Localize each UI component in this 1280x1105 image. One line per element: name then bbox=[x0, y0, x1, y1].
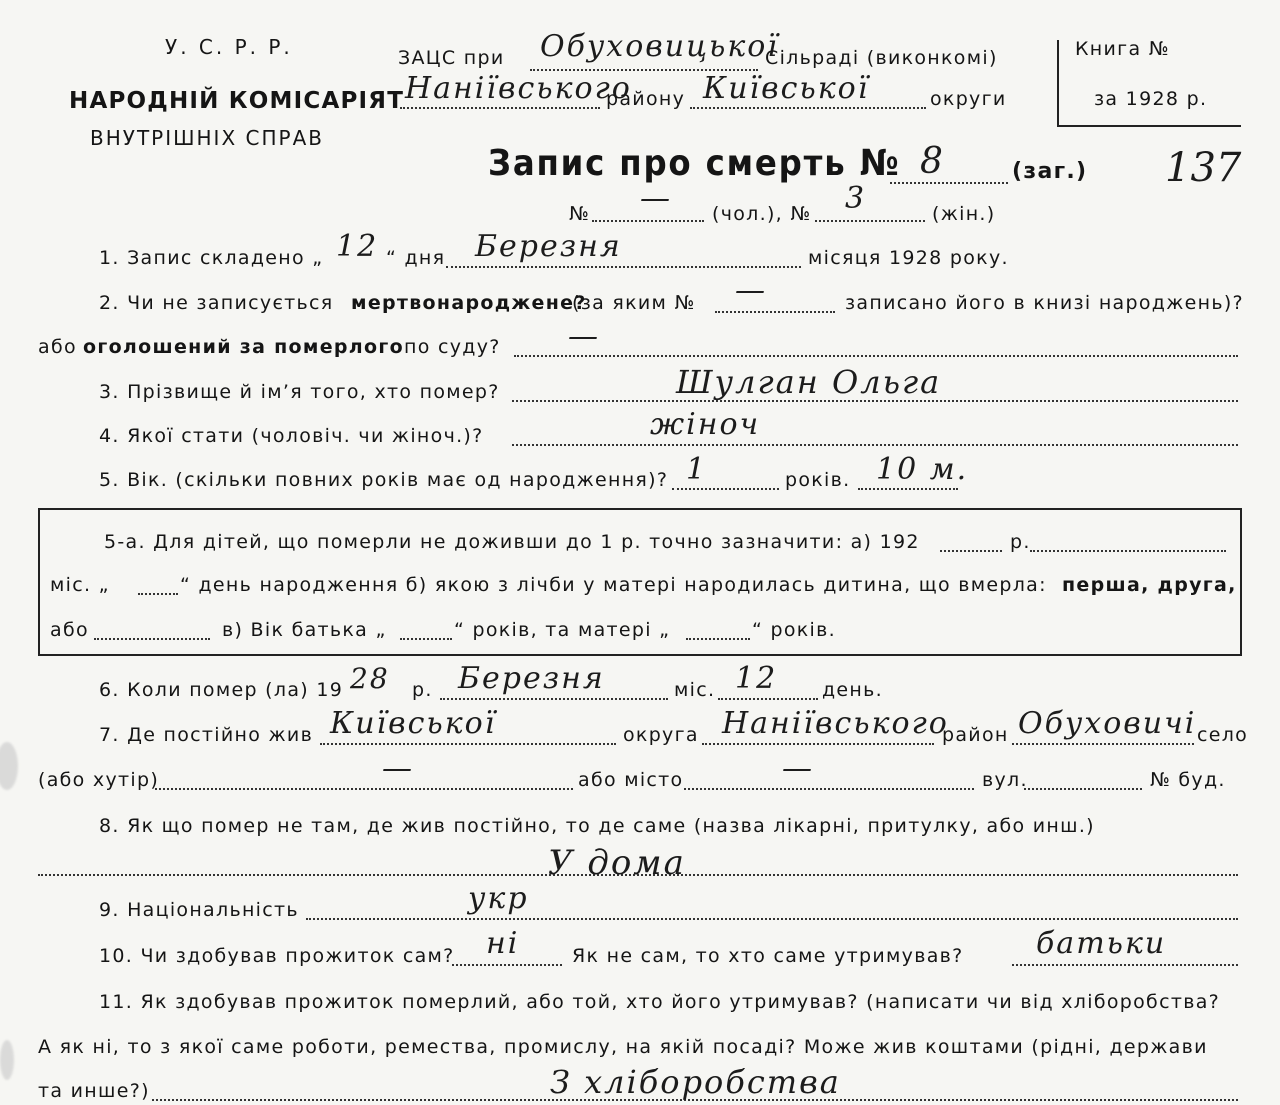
q8-value: У дома bbox=[548, 843, 686, 883]
fill-line bbox=[1030, 550, 1226, 552]
record-number: 8 bbox=[920, 141, 945, 182]
q7-khutir-value: — bbox=[382, 751, 414, 786]
q11-value: З хліборобства bbox=[550, 1063, 841, 1101]
fill-line bbox=[686, 638, 750, 640]
q3-label: 3. Прізвище й ім’я того, хто помер? bbox=[99, 381, 500, 403]
q2-label-b: (за яким № bbox=[572, 292, 696, 314]
q10-value: ні bbox=[486, 926, 520, 961]
district-label: району bbox=[606, 88, 686, 110]
q11-line1: 11. Як здобував прожиток померлий, або той, хто його утримував? (написати чи від хліборобства? bbox=[99, 991, 1221, 1013]
q7-okruha-label: округа bbox=[623, 724, 699, 746]
q5a-line3-d: “ років. bbox=[752, 619, 836, 641]
fill-line bbox=[858, 488, 958, 490]
q7-line2-b: або місто bbox=[578, 769, 684, 791]
fill-line bbox=[715, 311, 835, 313]
fill-line bbox=[452, 964, 562, 966]
fill-line bbox=[446, 266, 801, 268]
male-number-label: № bbox=[569, 203, 591, 225]
q5a-line3-b: в) Вік батька „ bbox=[222, 619, 387, 641]
q7-line2-a: (або хутір) bbox=[38, 769, 160, 791]
q2-label-bold: мертвонароджене? bbox=[351, 292, 587, 314]
fill-line bbox=[815, 220, 925, 222]
fill-line bbox=[320, 743, 616, 745]
margin-note: 137 bbox=[1165, 145, 1242, 191]
q7-district-value: Наніївського bbox=[722, 706, 949, 741]
q5-years: 1 bbox=[686, 452, 708, 487]
q11-line3: та инше?) bbox=[38, 1080, 150, 1102]
q2-line2-b: по суду? bbox=[404, 336, 501, 358]
q1-month: Березня bbox=[475, 229, 622, 264]
q2-line2-value: — bbox=[568, 319, 600, 354]
book-box-border bbox=[1057, 40, 1059, 127]
scan-smudge bbox=[0, 742, 18, 790]
female-number-value: 3 bbox=[845, 181, 867, 216]
q6-day: 12 bbox=[735, 661, 778, 696]
fill-line bbox=[512, 444, 1238, 446]
okruha-value: Київської bbox=[703, 71, 870, 106]
fill-line bbox=[155, 788, 573, 790]
commissariat-heading: НАРОДНІЙ КОМІСАРІЯТ bbox=[69, 88, 405, 114]
q1-day: 12 bbox=[336, 229, 379, 264]
fill-line bbox=[1012, 964, 1238, 966]
q4-label: 4. Якої стати (чоловіч. чи жіноч.)? bbox=[99, 425, 484, 447]
q9-label: 9. Національність bbox=[99, 899, 299, 921]
republic-heading: У. С. Р. Р. bbox=[165, 35, 293, 59]
q3-value: Шулган Ольга bbox=[676, 363, 942, 401]
zags-label: ЗАЦС при bbox=[398, 47, 505, 69]
fill-line bbox=[514, 355, 1238, 357]
okruha-label: округи bbox=[930, 88, 1007, 110]
q5a-line3-c: “ років, та матері „ bbox=[454, 619, 671, 641]
fill-line bbox=[940, 550, 1002, 552]
q2-line2-bold: оголошений за померлого bbox=[83, 336, 404, 358]
q7-line2-d: № буд. bbox=[1150, 769, 1226, 791]
fill-line bbox=[1012, 743, 1194, 745]
fill-line bbox=[400, 107, 600, 109]
district-value: Наніївського bbox=[405, 71, 632, 106]
q4-value: жіноч bbox=[650, 407, 761, 442]
fill-line bbox=[890, 182, 1008, 184]
form-title: Запис про смерть № bbox=[488, 143, 901, 184]
q11-line2: А як ні, то з якої саме роботи, ремества, промислу, на якій посаді? Може жив коштами (рідні, держави bbox=[38, 1036, 1208, 1058]
q7-city-value: — bbox=[782, 751, 814, 786]
fill-line bbox=[702, 743, 934, 745]
q6-day-label: день. bbox=[822, 679, 883, 701]
commissariat-subheading: ВНУТРІШНІХ СПРАВ bbox=[90, 126, 324, 150]
book-label: Книга № bbox=[1075, 38, 1170, 60]
q2-value: — bbox=[735, 273, 767, 308]
q1-label: 1. Запис складено „ bbox=[99, 247, 324, 269]
q5a-line2-bold: перша, друга, bbox=[1062, 574, 1237, 596]
q6-year-suffix: р. bbox=[412, 679, 433, 701]
q5-years-label: років. bbox=[785, 469, 851, 491]
scan-smudge bbox=[0, 1040, 14, 1080]
fill-line bbox=[718, 698, 818, 700]
q2-label-a: 2. Чи не записується bbox=[99, 292, 334, 314]
fill-line bbox=[440, 698, 668, 700]
q1-year: місяця 1928 року. bbox=[808, 247, 1009, 269]
council-label: Сільраді (виконкомі) bbox=[765, 47, 998, 69]
fill-line bbox=[1024, 788, 1142, 790]
q7-line2-c: вул. bbox=[982, 769, 1028, 791]
fill-line bbox=[306, 918, 1238, 920]
q7-village-label: село bbox=[1197, 724, 1249, 746]
q2-label-c: записано його в книзі народжень)? bbox=[845, 292, 1244, 314]
female-number-suffix: (жін.) bbox=[932, 203, 996, 225]
q6-year: 28 bbox=[350, 662, 390, 695]
q10-value-2: батьки bbox=[1036, 926, 1167, 961]
q7-district-label: район bbox=[942, 724, 1009, 746]
q10-label-2: Як не сам, то хто саме утримував? bbox=[572, 945, 964, 967]
title-suffix: (заг.) bbox=[1012, 159, 1088, 184]
q10-label: 10. Чи здобував прожиток сам? bbox=[99, 945, 455, 967]
book-year: за 1928 р. bbox=[1094, 88, 1208, 110]
q6-label: 6. Коли помер (ла) 19 bbox=[99, 679, 344, 701]
q7-okruha-value: Київської bbox=[330, 706, 497, 741]
fill-line bbox=[400, 638, 452, 640]
q5-label: 5. Вік. (скільки повних років має од народження)? bbox=[99, 469, 669, 491]
q8-label: 8. Як що помер не там, де жив постійно, то де саме (назва лікарні, притулку, або инш.) bbox=[99, 815, 1095, 837]
male-number-suffix: (чол.), № bbox=[712, 203, 812, 225]
q5a-line1-end: р. bbox=[1010, 531, 1031, 553]
fill-line bbox=[592, 220, 704, 222]
q5a-line1: 5-а. Для дітей, що померли не доживши до 1 р. точно зазначити: а) 192 bbox=[104, 531, 920, 553]
fill-line bbox=[94, 638, 210, 640]
q6-month: Березня bbox=[458, 661, 605, 696]
book-box-border bbox=[1057, 125, 1241, 127]
fill-line bbox=[690, 107, 926, 109]
fill-line bbox=[138, 593, 178, 595]
fill-line bbox=[684, 788, 974, 790]
male-number-value: — bbox=[640, 181, 672, 216]
q5-months: 10 м. bbox=[876, 452, 969, 487]
q5a-line3-a: або bbox=[50, 619, 89, 641]
zags-value: Обуховицької bbox=[540, 29, 779, 64]
q2-line2-a: або bbox=[38, 336, 77, 358]
q7-village-value: Обуховичі bbox=[1018, 706, 1197, 741]
q1-day-suffix: “ дня bbox=[386, 247, 446, 269]
q5a-line2-b: “ день народження б) якою з лічби у матері народилась дитина, що вмерла: bbox=[180, 574, 1047, 596]
q7-label: 7. Де постійно жив bbox=[99, 724, 314, 746]
q6-month-label: міс. bbox=[674, 679, 716, 701]
q9-value: укр bbox=[468, 881, 529, 916]
fill-line bbox=[672, 488, 779, 490]
q5a-line2-a: міс. „ bbox=[50, 574, 110, 596]
